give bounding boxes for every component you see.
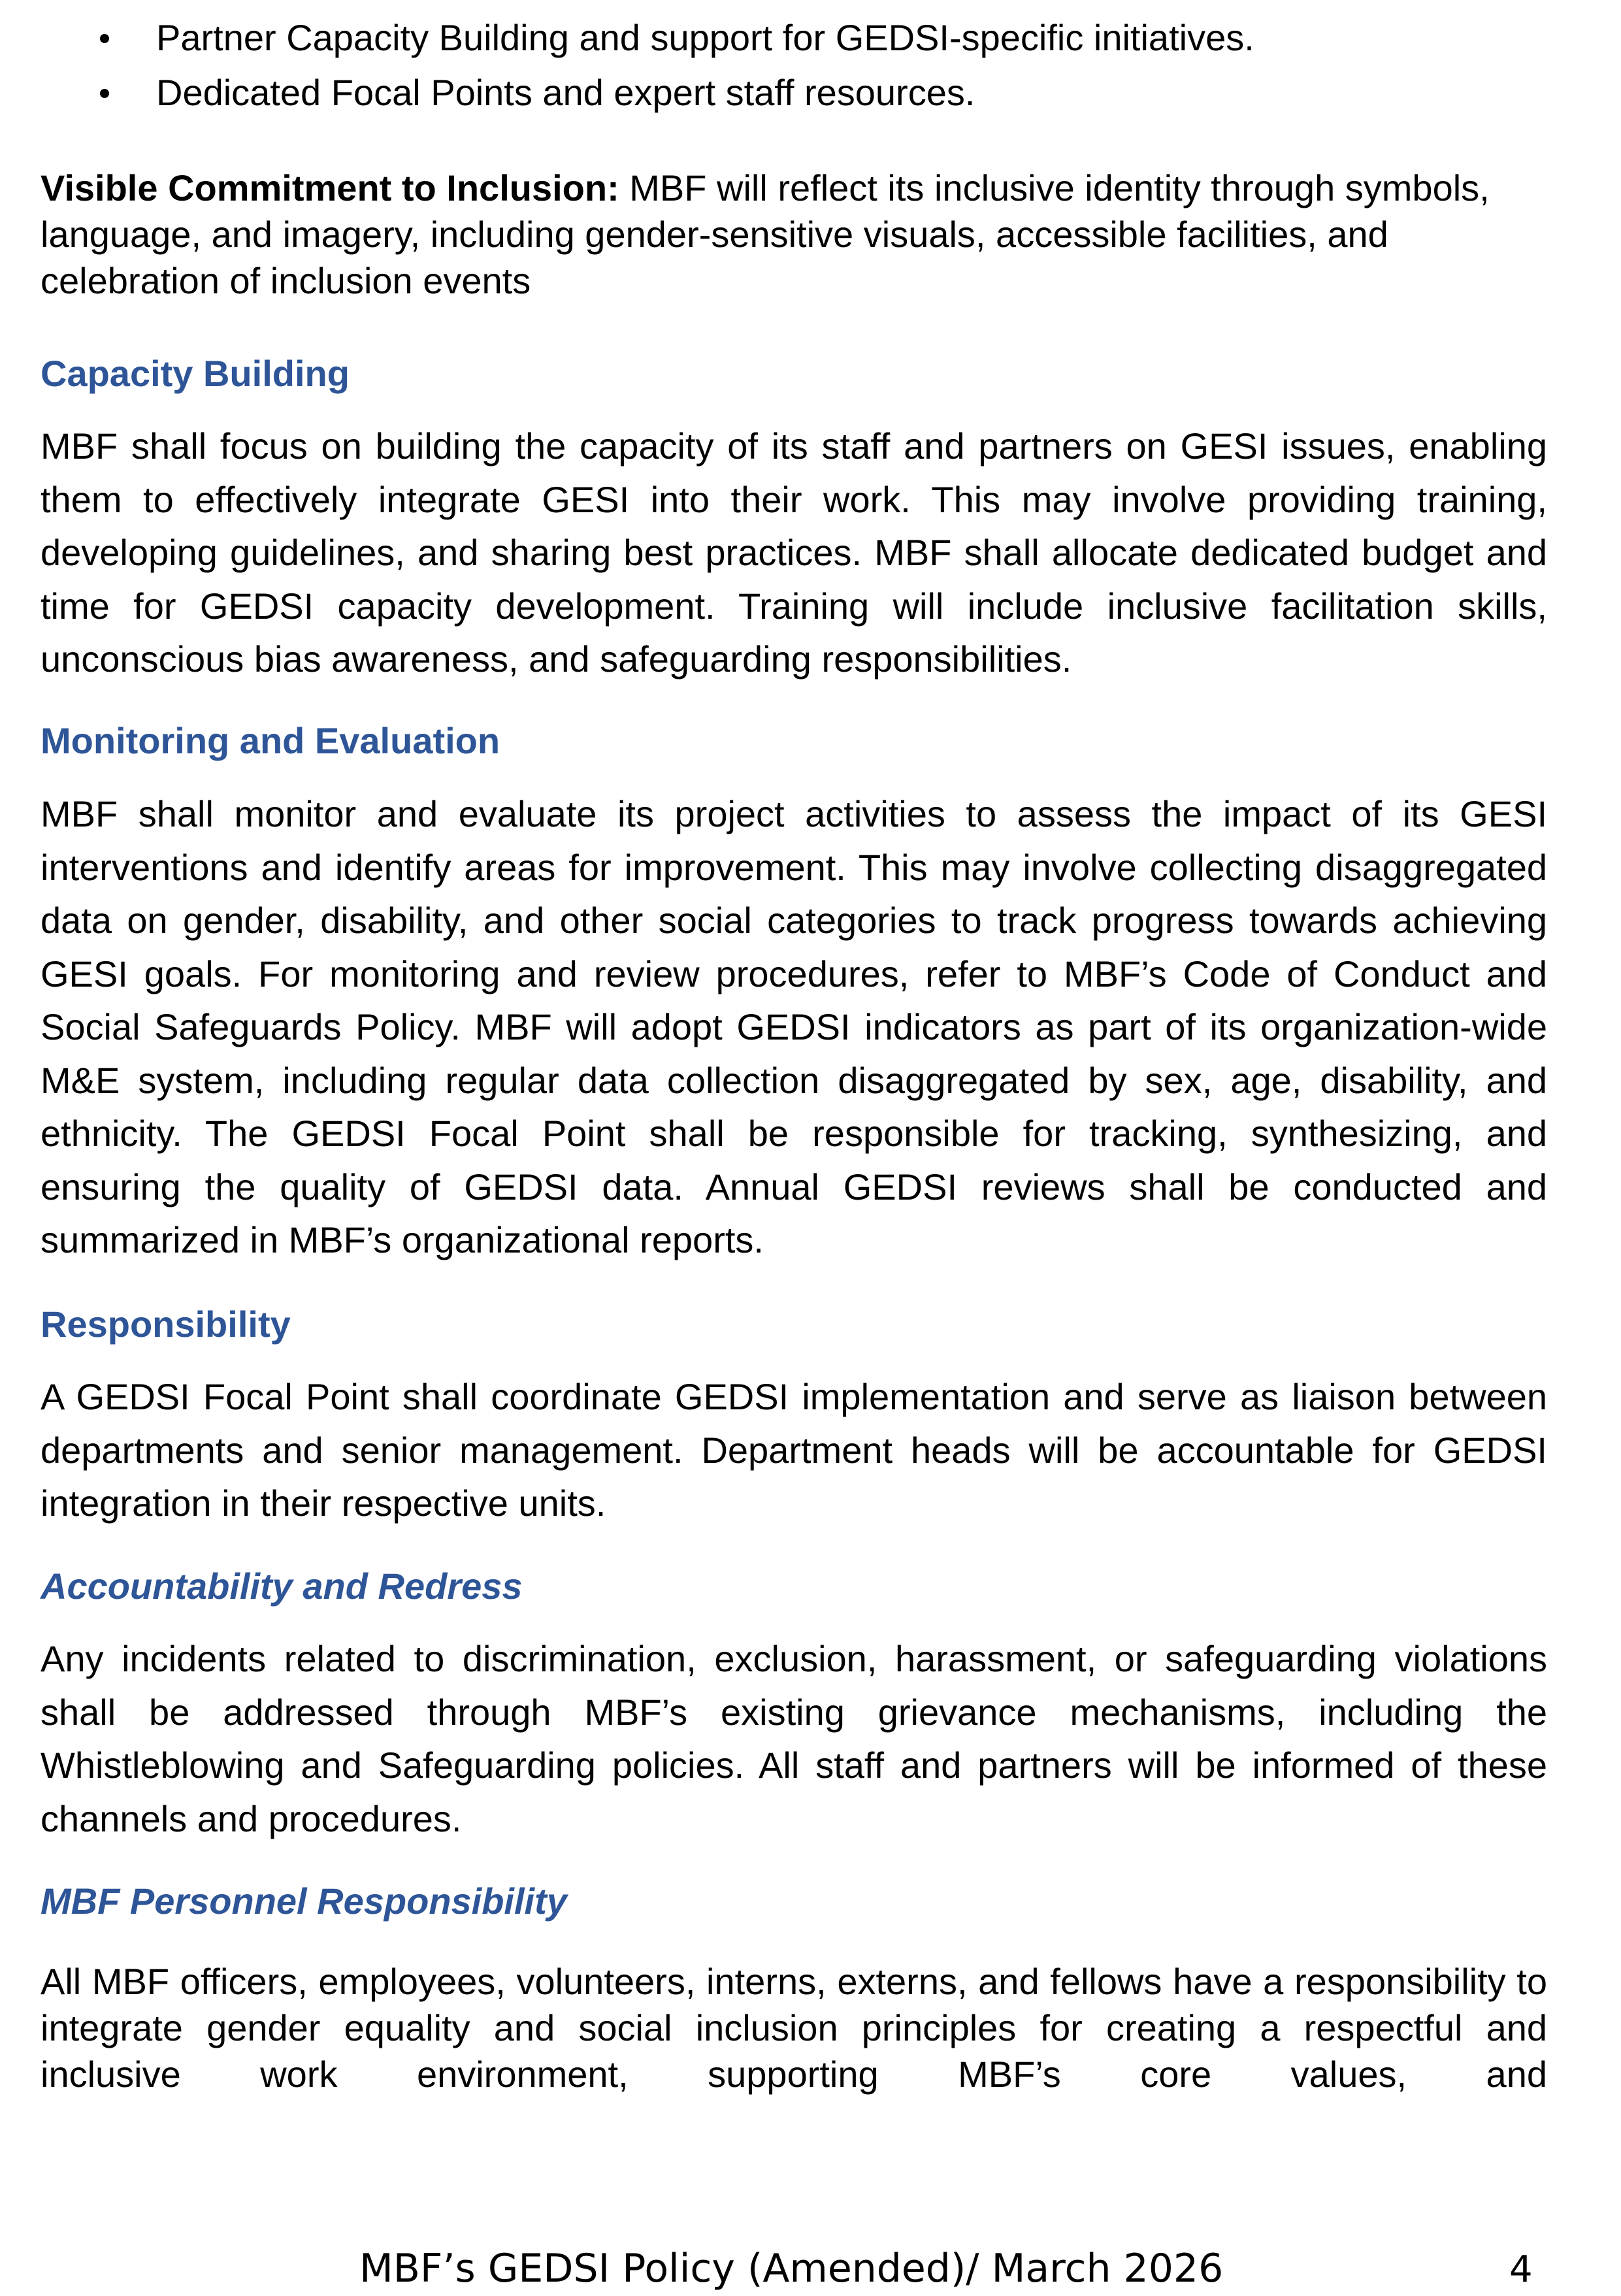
bullet-dot-icon xyxy=(100,89,109,98)
bullet-dot-icon xyxy=(100,34,109,43)
visible-commitment-paragraph xyxy=(41,165,1547,304)
accountability-redress-body: Any incidents related to discrimination, exclusion, harassment, or safeguarding violations shall be addressed through MBF’s existing grievance mechanisms, including the Whistleblowing and Safeguarding policies. All staff and partners will be informed of these channels and procedures. xyxy=(41,1638,1547,1839)
visible-commitment-text: MBF will reflect its inclusive identity through symbols, language, and imagery, including gender-sensitive visuals, accessible facilities, and celebration of inclusion events xyxy=(41,167,1490,301)
responsibility-heading: Responsibility xyxy=(41,1304,291,1345)
bullet-text: Dedicated Focal Points and expert staff resources. xyxy=(156,72,975,113)
monitoring-evaluation-body: MBF shall monitor and evaluate its project activities to assess the impact of its GESI interventions and identify areas for improvement. This may involve collecting disaggregated data on gender, disability, and other social categories to track progress towards achieving GESI goals. For monitoring and review procedures, refer to MBF’s Code of Conduct and Social Safeguards Policy. MBF will adopt GEDSI indicators as part of its organization-wide M&E system, including regular data collection disaggregated by sex, age, disability, and ethnicity. The GEDSI Focal Point shall be responsible for tracking, synthesizing, and ensuring the quality of GEDSI data. Annual GEDSI reviews shall be conducted and summarized in MBF’s organizational reports. xyxy=(41,793,1547,1260)
personnel-responsibility-body: All MBF officers, employees, volunteers, interns, externs, and fellows have a responsibility to integrate gender equality and social inclusion principles for creating a respectful and inclusive work environment, supporting MBF’s core values, and xyxy=(41,1961,1547,2095)
bullet-item xyxy=(41,10,1547,65)
bullet-list xyxy=(41,10,1547,120)
accountability-redress-heading: Accountability and Redress xyxy=(41,1566,523,1607)
capacity-building-heading: Capacity Building xyxy=(41,353,350,394)
footer-title: MBF’s GEDSI Policy (Amended)/ March 2026 xyxy=(359,2246,1224,2291)
responsibility-body: A GEDSI Focal Point shall coordinate GEDSI implementation and serve as liaison between departments and senior management. Department heads will be accountable for GEDSI integration in their respective units. xyxy=(41,1376,1547,1524)
bullet-text: Partner Capacity Building and support for GEDSI-specific initiatives. xyxy=(156,17,1254,58)
capacity-building-body: MBF shall focus on building the capacity of its staff and partners on GESI issues, enabling them to effectively integrate GESI into their work. This may involve providing training, developing guidelines, and sharing best practices. MBF shall allocate dedicated budget and time for GEDSI capacity development. Training will include inclusive facilitation skills, unconscious bias awareness, and safeguarding responsibilities. xyxy=(41,425,1547,680)
monitoring-evaluation-heading: Monitoring and Evaluation xyxy=(41,720,500,761)
visible-commitment-label: Visible Commitment to Inclusion: xyxy=(41,167,619,208)
page-number: 4 xyxy=(1509,2248,1533,2291)
bullet-item xyxy=(41,65,1547,120)
personnel-responsibility-heading: MBF Personnel Responsibility xyxy=(41,1880,567,1922)
